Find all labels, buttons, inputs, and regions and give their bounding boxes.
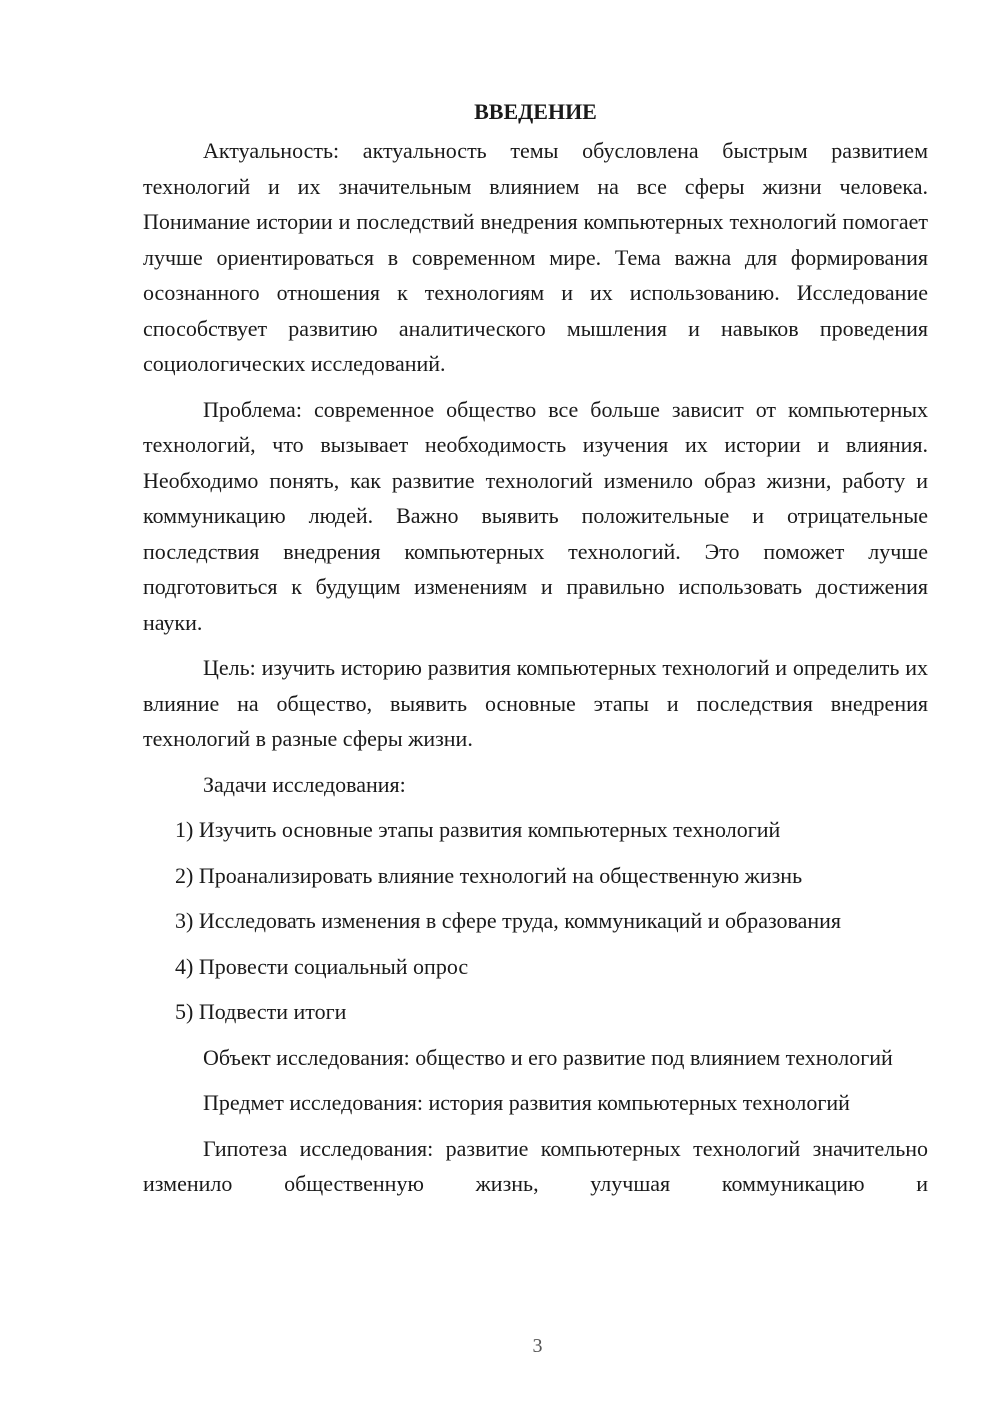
task-item-5: 5) Подвести итоги — [175, 999, 347, 1024]
paragraph-subject: Предмет исследования: история развития компьютерных технологий — [203, 1090, 850, 1115]
task-item-4: 4) Провести социальный опрос — [175, 953, 469, 979]
paragraph-hypothesis: Гипотеза исследования: развитие компьютерных технологий значительно изменило общественную жизнь, улучшая коммуникацию и — [143, 1135, 928, 1196]
paragraph-goal: Цель: изучить историю развития компьютерных технологий и определить их влияние на общество, выявить основные этапы и последствия внедрения технологий в разные сферы жизни. — [143, 655, 928, 751]
task-item-3: 3) Исследовать изменения в сфере труда, коммуникаций и образования — [175, 908, 842, 933]
paragraph-object: Объект исследования: общество и его развитие под влиянием технологий — [203, 1044, 893, 1070]
paragraph-relevance: Актуальность: актуальность темы обусловлена быстрым развитием технологий и их значительным влиянием на все сферы жизни человека. Понимание истории и последствий внедрения компьютерных технологий помогает лучше ориентироваться в современном мире. Тема важна для формирования осознанного отношения к технологиям и их использованию. Исследование способствует развитию аналитического мышления и навыков проведения социологических исследований. — [143, 138, 928, 376]
tasks-heading: Задачи исследования: — [203, 771, 406, 797]
task-item-1: 1) Изучить основные этапы развития компьютерных технологий — [175, 817, 781, 842]
paragraph-problem: Проблема: современное общество все больше зависит от компьютерных технологий, что вызывает необходимость изучения их истории и влияния. Необходимо понять, как развитие технологий изменило образ жизни, работу и коммуникацию людей. Важно выявить положительные и отрицательные последствия внедрения компьютерных технологий. Это поможет лучше подготовиться к будущим изменениям и правильно использовать достижения науки. — [143, 396, 928, 635]
document-body — [143, 94, 928, 1212]
page-number: 3 — [532, 1335, 543, 1357]
section-title: ВВЕДЕНИЕ — [474, 99, 597, 124]
task-item-2: 2) Проанализировать влияние технологий на общественную жизнь — [175, 862, 803, 888]
